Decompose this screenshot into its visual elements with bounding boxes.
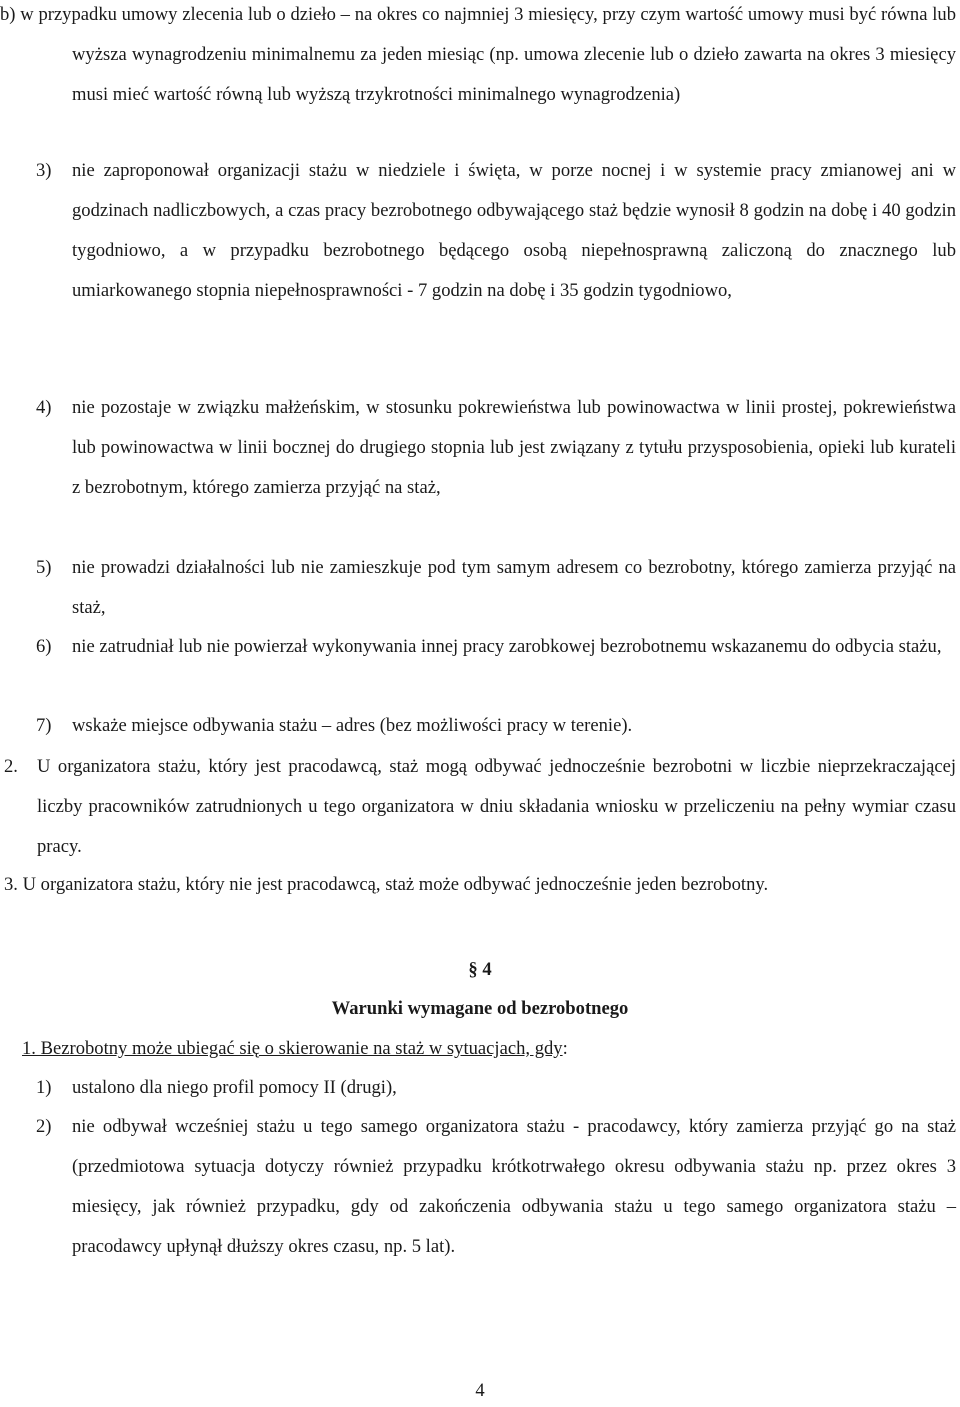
paragraph-text: U organizatora stażu, który jest pracodawcą, staż mogą odbywać jednocześnie bezrobotni w liczbie nieprzekraczającej liczby pracowników zatrudnionych u tego organizatora w dniu składania wniosku w przeliczeniu na pełny wymiar czasu pracy. (37, 756, 956, 857)
list-text: nie zatrudniał lub nie powierzał wykonywania innej pracy zarobkowej bezrobotnemu wskazanemu do odbycia stażu, (72, 636, 942, 657)
paragraph-point-3: 3. U organizatora stażu, który nie jest pracodawcą, staż może odbywać jednocześnie jeden bezrobotny. (4, 874, 769, 895)
page-number: 4 (475, 1380, 485, 1401)
list-text: nie prowadzi działalności lub nie zamieszkuje pod tym samym adresem co bezrobotny, którego zamierza przyjąć na staż, (72, 557, 956, 618)
requirements-intro (22, 1029, 956, 1069)
list-number: 5) (36, 557, 52, 578)
section-sign: § 4 (468, 959, 492, 980)
list-text: ustalono dla niego profil pomocy II (drugi), (72, 1077, 397, 1098)
list-text: nie odbywał wcześniej stażu u tego samego organizatora stażu - pracodawcy, który zamierza przyjąć go na staż (przedmiotowa sytuacja dotyczy również przypadku krótkotrwałego okresu odbywania stażu np. przez okres 3 miesięcy, jak również przypadku, gdy od zakończenia odbywania stażu u tego samego organizatora stażu – pracodawcy upłynął dłuższy okres czasu, np. 5 lat). (72, 1116, 956, 1257)
list-text: nie pozostaje w związku małżeńskim, w stosunku pokrewieństwa lub powinowactwa w linii prostej, pokrewieństwa lub powinowactwa w linii bocznej do drugiego stopnia lub jest związany z tytułu przysposobienia, opieki lub kurateli z bezrobotnym, którego zamierza przyjąć na staż, (72, 397, 956, 498)
paragraph-number: 2. (4, 756, 18, 777)
list-number: 7) (36, 715, 52, 736)
list-text: wskaże miejsce odbywania stażu – adres (bez możliwości pracy w terenie). (72, 715, 633, 736)
list-number: 2) (36, 1116, 52, 1137)
list-number: 4) (36, 397, 52, 418)
requirements-intro-text: 1. Bezrobotny może ubiegać się o skierowanie na staż w sytuacjach, gdy (22, 1038, 563, 1059)
list-number: 6) (36, 636, 52, 657)
list-number: 1) (36, 1077, 52, 1098)
list-number: 3) (36, 160, 52, 181)
list-text: nie zaproponował organizacji stażu w niedziele i święta, w porze nocnej i w systemie pracy zmianowej ani w godzinach nadliczbowych, a czas pracy bezrobotnego odbywającego staż będzie wynosił 8 godzin na dobę i 40 godzin tygodniowo, a w przypadku bezrobotnego będącego osobą niepełnosprawną zaliczoną do znacznego lub umiarkowanego stopnia niepełnosprawności - 7 godzin na dobę i 35 godzin tygodniowo, (72, 160, 956, 301)
section-title: Warunki wymagane od bezrobotnego (331, 998, 629, 1019)
requirements-intro-colon: : (562, 1038, 568, 1059)
paragraph-continuation-b: b) w przypadku umowy zlecenia lub o dzieło – na okres co najmniej 3 miesięcy, przy czym wartość umowy musi być równa lub wyższa wynagrodzeniu minimalnemu za jeden miesiąc (np. umowa zlecenie lub o dzieło zawarta na okres 3 miesięcy musi mieć wartość równą lub wyższą trzykrotności minimalnego wynagrodzenia) (0, 4, 956, 105)
